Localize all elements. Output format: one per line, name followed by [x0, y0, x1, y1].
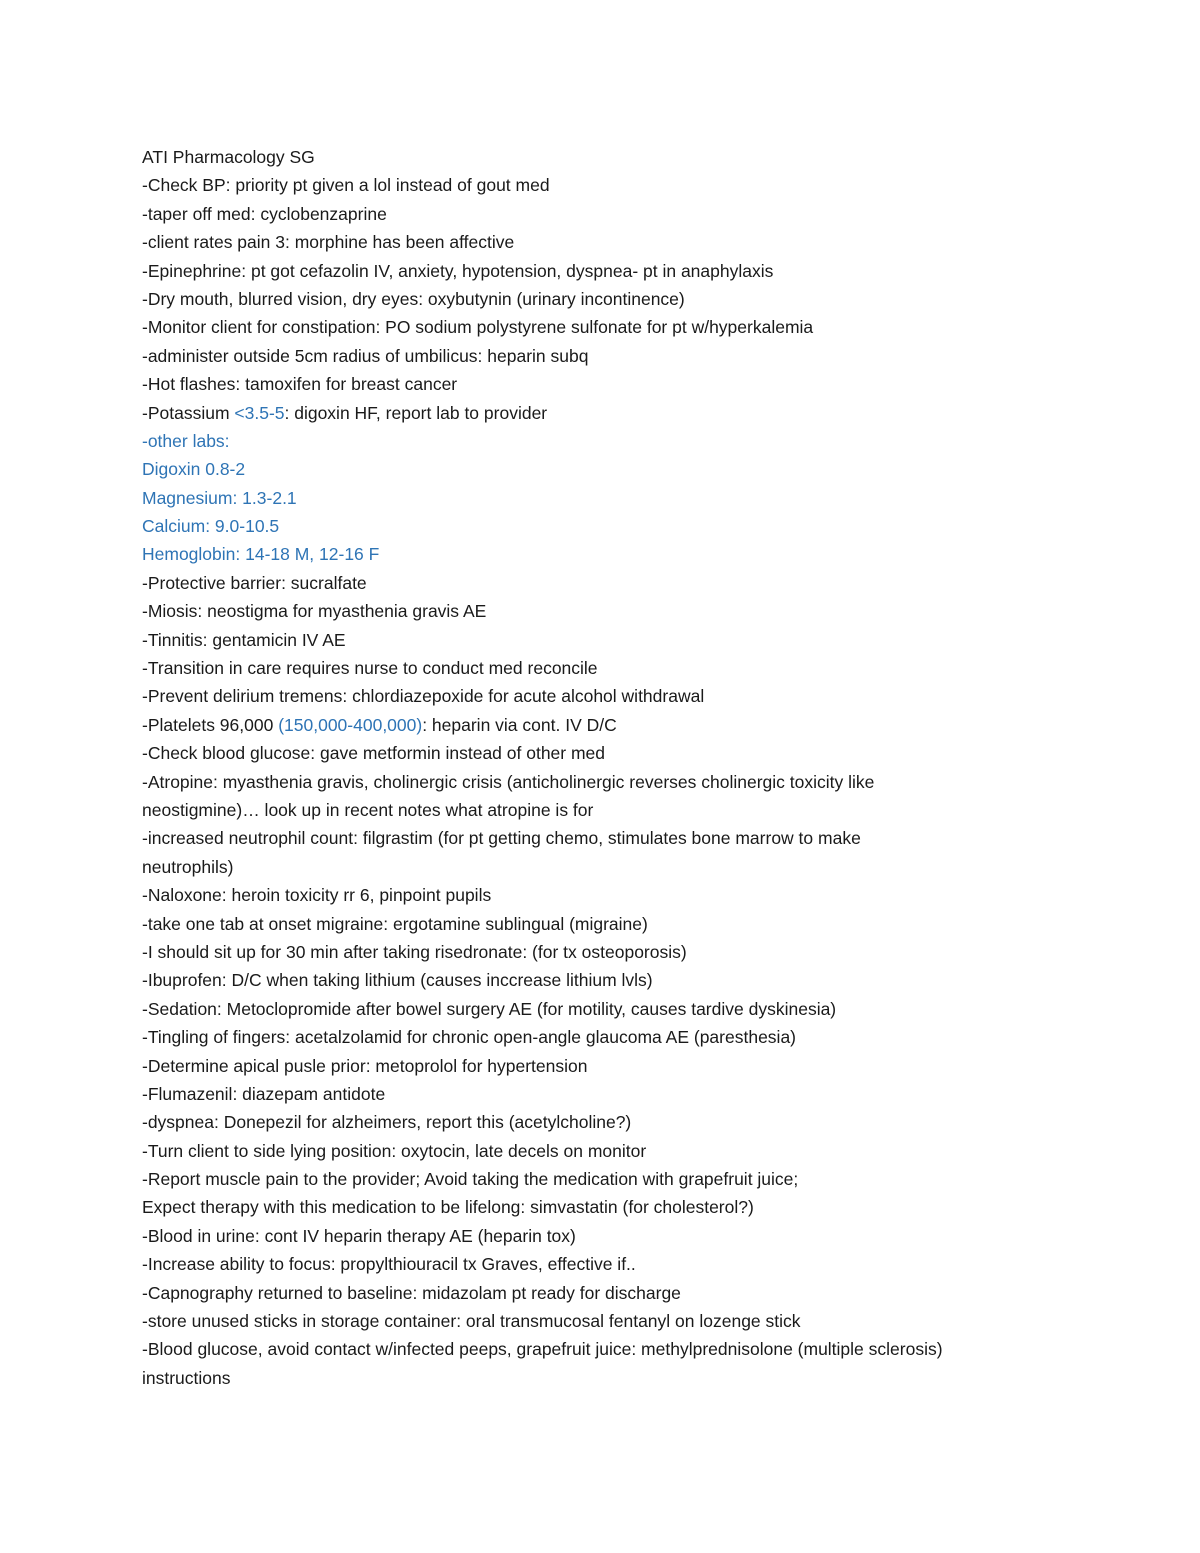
text-run: -taper off med: cyclobenzaprine	[142, 203, 387, 224]
note-line	[142, 455, 1142, 483]
note-line	[142, 399, 1142, 427]
note-line	[142, 1307, 1142, 1335]
text-run: -Platelets 96,000	[142, 714, 279, 735]
note-line	[142, 512, 1142, 540]
note-line	[142, 995, 1142, 1023]
text-run: -Transition in care requires nurse to conduct med reconcile	[142, 658, 598, 679]
highlighted-text: Magnesium: 1.3-2.1	[142, 487, 297, 508]
note-line	[142, 484, 1142, 512]
text-run: ATI Pharmacology SG	[142, 147, 315, 167]
note-line	[142, 626, 1142, 654]
text-run: -Miosis: neostigma for myasthenia gravis AE	[142, 601, 487, 622]
text-run: neutrophils)	[142, 856, 234, 877]
text-run: -Hot flashes: tamoxifen for breast cancer	[142, 374, 458, 395]
note-line	[142, 1279, 1142, 1307]
highlighted-text: Digoxin 0.8-2	[142, 459, 246, 480]
note-line	[142, 1222, 1142, 1250]
text-run: -Naloxone: heroin toxicity rr 6, pinpoint pupils	[142, 885, 492, 906]
text-run: -Determine apical pusle prior: metoprolol for hypertension	[142, 1055, 588, 1076]
highlighted-text: -other labs:	[142, 430, 230, 451]
text-run: -Tingling of fingers: acetalzolamid for chronic open-angle glaucoma AE (paresthesia)	[142, 1027, 797, 1048]
note-line	[142, 910, 1142, 938]
note-line	[142, 1364, 1142, 1392]
note-line	[142, 938, 1142, 966]
highlighted-text: Hemoglobin: 14-18 M, 12-16 F	[142, 544, 380, 565]
note-line	[142, 200, 1142, 228]
text-run: -Atropine: myasthenia gravis, cholinergic crisis (anticholinergic reverses cholinergic toxicity like	[142, 771, 875, 792]
note-line	[142, 597, 1142, 625]
text-run: -Ibuprofen: D/C when taking lithium (causes inccrease lithium lvls)	[142, 970, 653, 991]
text-run: -Sedation: Metoclopromide after bowel surgery AE (for motility, causes tardive dyskinesia)	[142, 998, 837, 1019]
text-run: -Increase ability to focus: propylthiouracil tx Graves, effective if..	[142, 1254, 636, 1275]
note-line	[142, 257, 1142, 285]
note-line	[142, 313, 1142, 341]
text-run: -Check BP: priority pt given a lol instead of gout med	[142, 175, 550, 196]
text-run: -Flumazenil: diazepam antidote	[142, 1083, 386, 1104]
document-body	[142, 143, 1142, 1392]
text-run: Expect therapy with this medication to be lifelong: simvastatin (for cholesterol?)	[142, 1197, 754, 1218]
note-line	[142, 1137, 1142, 1165]
text-run: -Tinnitis: gentamicin IV AE	[142, 629, 346, 650]
note-line	[142, 1052, 1142, 1080]
text-run: instructions	[142, 1367, 231, 1388]
note-line	[142, 1080, 1142, 1108]
note-line	[142, 853, 1142, 881]
text-run: : digoxin HF, report lab to provider	[284, 402, 548, 423]
note-line	[142, 1193, 1142, 1221]
note-line	[142, 966, 1142, 994]
note-line	[142, 427, 1142, 455]
text-run: -Capnography returned to baseline: midazolam pt ready for discharge	[142, 1282, 681, 1303]
note-line	[142, 824, 1142, 852]
highlighted-text: (150,000-400,000)	[278, 714, 423, 735]
note-line	[142, 654, 1142, 682]
note-line	[142, 342, 1142, 370]
text-run: -Epinephrine: pt got cefazolin IV, anxiety, hypotension, dyspnea- pt in anaphylaxis	[142, 260, 774, 281]
text-run: neostigmine)… look up in recent notes what atropine is for	[142, 799, 594, 820]
text-run: -take one tab at onset migraine: ergotamine sublingual (migraine)	[142, 913, 648, 934]
text-run: -store unused sticks in storage container: oral transmucosal fentanyl on lozenge stick	[142, 1311, 801, 1332]
note-line	[142, 1165, 1142, 1193]
highlighted-text: Calcium: 9.0-10.5	[142, 516, 280, 537]
highlighted-text: <3.5-5	[234, 402, 285, 423]
text-run: -Report muscle pain to the provider; Avoid taking the medication with grapefruit juice;	[142, 1169, 799, 1190]
note-line	[142, 739, 1142, 767]
text-run: -Check blood glucose: gave metformin instead of other med	[142, 743, 606, 764]
text-run: -Monitor client for constipation: PO sodium polystyrene sulfonate for pt w/hyperkalemia	[142, 317, 814, 338]
note-line	[142, 711, 1142, 739]
note-line	[142, 796, 1142, 824]
note-line	[142, 1023, 1142, 1051]
text-run: -increased neutrophil count: filgrastim (for pt getting chemo, stimulates bone marrow to make	[142, 828, 861, 849]
note-line	[142, 569, 1142, 597]
text-run: -Blood glucose, avoid contact w/infected peeps, grapefruit juice: methylprednisolone (multiple sclerosis)	[142, 1339, 943, 1360]
text-run: : heparin via cont. IV D/C	[422, 714, 617, 735]
text-run: -Turn client to side lying position: oxytocin, late decels on monitor	[142, 1140, 647, 1161]
text-run: -Blood in urine: cont IV heparin therapy AE (heparin tox)	[142, 1225, 576, 1246]
text-run: -administer outside 5cm radius of umbilicus: heparin subq	[142, 345, 589, 366]
note-line	[142, 768, 1142, 796]
text-run: -Dry mouth, blurred vision, dry eyes: oxybutynin (urinary incontinence)	[142, 288, 685, 309]
note-line	[142, 1335, 1142, 1363]
text-run: -Prevent delirium tremens: chlordiazepoxide for acute alcohol withdrawal	[142, 686, 705, 707]
note-line	[142, 171, 1142, 199]
document-title	[142, 143, 1142, 171]
text-run: -Potassium	[142, 402, 235, 423]
note-line	[142, 228, 1142, 256]
text-run: -dyspnea: Donepezil for alzheimers, report this (acetylcholine?)	[142, 1112, 632, 1133]
note-line	[142, 881, 1142, 909]
text-run: -client rates pain 3: morphine has been affective	[142, 232, 515, 253]
note-line	[142, 1250, 1142, 1278]
text-run: -I should sit up for 30 min after taking risedronate: (for tx osteoporosis)	[142, 941, 687, 962]
note-line	[142, 285, 1142, 313]
note-line	[142, 370, 1142, 398]
text-run: -Protective barrier: sucralfate	[142, 572, 367, 593]
note-line	[142, 1108, 1142, 1136]
note-line	[142, 540, 1142, 568]
note-line	[142, 682, 1142, 710]
